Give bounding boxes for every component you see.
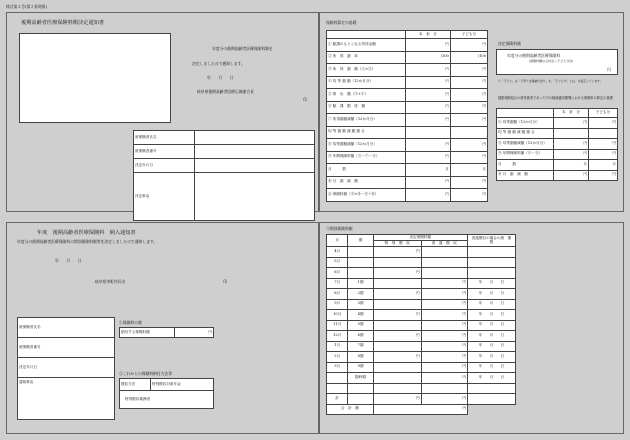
special-amount[interactable]	[373, 299, 421, 310]
value-child[interactable]: 円	[450, 139, 487, 152]
col-deadline: 普通徴収の場合の納 期 限	[467, 235, 515, 247]
row-label: 均 等 割 額 減 額 割 合	[327, 126, 406, 139]
col-normal: 普 通 徴 収	[421, 241, 467, 247]
value-child[interactable]: 円	[450, 39, 487, 52]
month-cell: 9月	[327, 299, 348, 310]
month-cell: 7月	[327, 278, 348, 289]
col-amount: 決定保険料額	[373, 235, 467, 241]
decision-line1: 年度分の後期高齢者医療保険料額を	[212, 46, 273, 51]
row-label: ③ 所 得 割 額（①×②）	[327, 64, 406, 77]
deadline-cell[interactable]	[467, 268, 515, 279]
value-child[interactable]: 円	[450, 189, 487, 202]
term-cell	[348, 247, 373, 258]
month-cell: 計	[327, 394, 348, 405]
normal-amount[interactable]: 円	[421, 331, 467, 342]
term-cell: 3期	[348, 299, 373, 310]
normal-amount[interactable]	[421, 247, 467, 258]
table-row	[327, 247, 516, 258]
normal-amount[interactable]: 円	[421, 320, 467, 331]
special-amount[interactable]	[373, 257, 421, 268]
special-amount[interactable]: 円	[373, 268, 421, 279]
table-row	[327, 383, 516, 394]
special-amount[interactable]: 円	[373, 352, 421, 363]
value-child[interactable]	[450, 126, 487, 139]
term-cell: 6期	[348, 331, 373, 342]
term-cell	[348, 394, 373, 405]
payment-date: 年 月 日	[55, 258, 82, 263]
term-cell	[348, 257, 373, 268]
value-child[interactable]: 円	[588, 170, 617, 181]
value-child[interactable]	[588, 128, 617, 139]
form-id: 様式第２号(第２条関係)	[6, 4, 47, 9]
term-cell	[348, 383, 373, 394]
decided-note: ※「子ども」は「子育て支援納付金分」を、「子ども分」とは、を指定しています。	[498, 79, 603, 83]
month-cell: 4月	[327, 247, 348, 258]
periodic-panel	[319, 222, 624, 434]
value-main[interactable]: 円	[554, 170, 589, 181]
table-row	[327, 76, 488, 89]
special-amount[interactable]: 円	[373, 394, 421, 405]
month-cell	[327, 383, 348, 394]
special-amount[interactable]	[373, 383, 421, 394]
deadline-cell[interactable]: 年 月 日	[467, 331, 515, 342]
deadline-cell[interactable]: 年 月 日	[467, 352, 515, 363]
month-cell	[327, 373, 348, 384]
table-row	[327, 139, 488, 152]
field-value[interactable]	[195, 145, 315, 159]
value-main[interactable]: 円	[406, 76, 451, 89]
special-amount[interactable]	[373, 320, 421, 331]
value-child[interactable]: 円	[588, 118, 617, 129]
special-amount[interactable]	[373, 362, 421, 373]
table-row	[327, 189, 488, 202]
row-label: 均 等 割 額 減 額 割 合	[497, 128, 554, 139]
row-label: ④ 均等割額（12か月分）	[497, 118, 554, 129]
value-main[interactable]: 円	[554, 139, 589, 150]
special-amount[interactable]: 円	[373, 331, 421, 342]
decision-fields-table	[133, 130, 315, 221]
table-row	[327, 126, 488, 139]
month-cell: 2月	[327, 352, 348, 363]
decision-date: 年 月 日	[207, 75, 234, 80]
row-label: ⑨ 年間保険料額（④－⑧）	[497, 149, 554, 160]
decision-notice-panel	[6, 12, 319, 212]
deadline-cell[interactable]	[467, 257, 515, 268]
normal-amount[interactable]: 円	[421, 289, 467, 300]
table-row	[497, 139, 618, 150]
address-window	[19, 33, 171, 123]
row-label: ⑦ 所得割額減額（12か月分）	[327, 114, 406, 127]
table-row	[497, 160, 618, 171]
row-label: ⑧ 均等割額減額（12か月分）	[327, 139, 406, 152]
term-cell: 7期	[348, 341, 373, 352]
normal-amount[interactable]: 円	[421, 310, 467, 321]
normal-amount[interactable]: 円	[421, 373, 467, 384]
decision-line2: 決定しましたので通知します。	[192, 61, 245, 66]
normal-amount[interactable]: 円	[421, 352, 467, 363]
row-label: ④ 均 等 割 額（12か月分）	[327, 76, 406, 89]
total-row	[327, 404, 516, 415]
sec1-unit: 円	[175, 328, 214, 338]
decided-unit: 円	[607, 67, 611, 72]
value-main[interactable]: 円	[406, 151, 451, 164]
field-label: 決定事由	[134, 173, 195, 221]
col-main: 本 来 分	[554, 109, 589, 118]
table-row	[497, 149, 618, 160]
month-cell: 3月	[327, 362, 348, 373]
row-label: ⑧ 均等割額減額（12か月分）	[497, 139, 554, 150]
col-month: 月	[327, 235, 348, 247]
special-amount[interactable]: 円	[373, 247, 421, 258]
month-cell: 5月	[327, 257, 348, 268]
sec2-label: 特別徴収義務者	[120, 391, 214, 409]
normal-amount[interactable]: 円	[421, 362, 467, 373]
field-label: 被保険者番号	[134, 145, 195, 159]
decided-header: 決定保険料額	[498, 41, 521, 46]
field-label: 決定年月日	[18, 358, 115, 378]
value-main[interactable]: 円	[406, 114, 451, 127]
table-row	[327, 394, 516, 405]
table-row	[327, 310, 516, 321]
payment-seal: 印	[223, 279, 227, 284]
payment-fields-table	[17, 317, 115, 420]
row-label: 月 数	[327, 164, 406, 177]
deadline-cell[interactable]	[467, 383, 515, 394]
table-row	[327, 257, 516, 268]
month-cell: 6月	[327, 268, 348, 279]
row-label: ⑪ 保険料額（⑨×⑩－⑨÷⑩）	[327, 189, 406, 202]
total-blank	[467, 404, 515, 415]
decided-sub: (保険料額の合計⑪＋子ども分⑪)	[529, 59, 574, 63]
row-label: ⑤ 算 出 額（③+④）	[327, 89, 406, 102]
value-child[interactable]: /100	[450, 51, 487, 64]
special-amount[interactable]	[373, 341, 421, 352]
field-value[interactable]	[195, 131, 315, 145]
value-main[interactable]	[406, 126, 451, 139]
sec1-label: 納付する保険料額	[120, 328, 175, 338]
table-row	[497, 118, 618, 129]
deadline-cell[interactable]: 年 月 日	[467, 373, 515, 384]
table-row	[327, 373, 516, 384]
value-child[interactable]: 円	[450, 101, 487, 114]
term-cell: 8期	[348, 352, 373, 363]
sec1-table	[119, 327, 214, 338]
table-row	[327, 268, 516, 279]
special-amount[interactable]	[373, 278, 421, 289]
table-row	[327, 164, 488, 177]
month-cell: 11月	[327, 320, 348, 331]
field-label: 被保険者氏名	[18, 318, 115, 338]
table-row	[327, 101, 488, 114]
table-row	[327, 299, 516, 310]
value-main[interactable]: /100	[406, 51, 451, 64]
basis-table	[326, 30, 488, 202]
sec1-title: ①保険料の額	[119, 320, 142, 325]
deadline-cell[interactable]: 年 月 日	[467, 341, 515, 352]
row-label: 月 数	[497, 160, 554, 171]
value-main[interactable]: 円	[406, 101, 451, 114]
term-cell	[348, 268, 373, 279]
row-label: ⑨ 年間保険料額（⑤－⑦－⑧）	[327, 151, 406, 164]
table-row	[497, 128, 618, 139]
month-cell: 10月	[327, 310, 348, 321]
deadline-cell[interactable]: 年 月 日	[467, 310, 515, 321]
periodic-table	[326, 234, 516, 415]
value-main[interactable]: 月	[406, 164, 451, 177]
value-main[interactable]: 円	[554, 118, 589, 129]
normal-amount[interactable]	[421, 383, 467, 394]
table-row	[327, 362, 516, 373]
special-amount[interactable]: 円	[373, 289, 421, 300]
value-main[interactable]: 月	[554, 160, 589, 171]
value-child[interactable]: 円	[450, 176, 487, 189]
col-term: 期	[348, 235, 373, 247]
value-child[interactable]: 円	[450, 64, 487, 77]
basis-panel	[319, 12, 624, 212]
table-row	[327, 331, 516, 342]
term-cell: 2期	[348, 289, 373, 300]
periodic-header: ③期別保険料額	[326, 226, 353, 231]
table-row	[327, 151, 488, 164]
table-row	[327, 176, 488, 189]
table-row	[327, 114, 488, 127]
row-label: ⑥ 賦 課 限 度 額	[327, 101, 406, 114]
field-label: 通知事由	[18, 378, 115, 420]
month-cell: 1月	[327, 341, 348, 352]
col-main: 本 来 分	[406, 31, 451, 39]
payment-line1: 年度分の後期高齢者医療保険料の期別保険料額等を決定しましたので通知します。	[17, 239, 158, 244]
value-child[interactable]: 円	[588, 139, 617, 150]
col-special: 特 別 徴 収	[373, 241, 421, 247]
field-label: 被保険者番号	[18, 338, 115, 358]
table-row	[327, 352, 516, 363]
decision-issuer: 岐阜県後期高齢者医療広域連合長	[197, 89, 254, 94]
term-cell: 9期	[348, 362, 373, 373]
sec2-label: 徴収方法	[120, 379, 151, 391]
row-label: ② 所 得 割 率	[327, 51, 406, 64]
value-main[interactable]: 円	[406, 139, 451, 152]
col-child: 子ども分	[588, 109, 617, 118]
payment-notice-title: 年度 後期高齢者医療保険料 納入通知書	[37, 230, 136, 236]
normal-amount[interactable]	[421, 257, 467, 268]
table-row	[497, 170, 618, 181]
field-label: 決定年月日	[134, 159, 195, 173]
value-main[interactable]: 円	[554, 149, 589, 160]
term-cell: 5期	[348, 320, 373, 331]
total-label: 合 計 額	[327, 404, 374, 415]
payment-notice-panel	[6, 222, 319, 434]
month-cell: 12月	[327, 331, 348, 342]
value-child[interactable]: 月	[588, 160, 617, 171]
sec2-table	[119, 378, 214, 409]
table-row	[327, 89, 488, 102]
deadline-cell[interactable]: 年 月 日	[467, 278, 515, 289]
row-label: ⑩ 月 割 減 額	[497, 170, 554, 181]
term-cell: 4期	[348, 310, 373, 321]
normal-amount[interactable]: 円	[421, 278, 467, 289]
decision-notice-title: 後期高齢者医療保険料額決定通知書	[21, 20, 105, 26]
exempt-table	[496, 108, 618, 181]
table-row	[327, 320, 516, 331]
value-child[interactable]: 円	[450, 151, 487, 164]
table-row	[327, 39, 488, 52]
field-label: 被保険者氏名	[134, 131, 195, 145]
row-label: ⑩ 月 割 減 額	[327, 176, 406, 189]
value-child[interactable]: 円	[450, 76, 487, 89]
normal-amount[interactable]	[421, 268, 467, 279]
exempt-header: 健康保険組合の被扶養者であった方の軽減適用期間における保険料の算定の基礎	[498, 96, 613, 100]
deadline-cell[interactable]: 年 月 日	[467, 362, 515, 373]
normal-amount[interactable]: 円	[421, 394, 467, 405]
deadline-cell[interactable]: 年 月 日	[467, 320, 515, 331]
month-cell: 8月	[327, 289, 348, 300]
deadline-cell[interactable]: 年 月 日	[467, 289, 515, 300]
decided-title: 年度分の後期高齢者医療保険料	[507, 53, 561, 58]
total-amount[interactable]: 円	[373, 404, 467, 415]
sec2-title: ②これからの保険料納付方法等	[119, 371, 173, 376]
value-main[interactable]	[554, 128, 589, 139]
table-row	[327, 289, 516, 300]
normal-amount[interactable]: 円	[421, 341, 467, 352]
row-label: ① 賦課のもととなる所得金額	[327, 39, 406, 52]
value-child[interactable]: 月	[450, 164, 487, 177]
value-main[interactable]: 円	[406, 64, 451, 77]
payment-issuer: 岐阜県市町村長名	[95, 279, 126, 284]
decision-seal: 印	[303, 97, 307, 102]
deadline-cell[interactable]: 年 月 日	[467, 299, 515, 310]
term-cell: 1期	[348, 278, 373, 289]
table-row	[327, 341, 516, 352]
value-main[interactable]: 円	[406, 89, 451, 102]
deadline-cell[interactable]	[467, 247, 515, 258]
value-child[interactable]: 円	[450, 89, 487, 102]
value-child[interactable]: 円	[450, 114, 487, 127]
term-cell: 随時期	[348, 373, 373, 384]
deadline-cell[interactable]	[467, 394, 515, 405]
field-value[interactable]	[195, 159, 315, 173]
basis-header: 保険料算定の基礎	[326, 20, 357, 25]
value-main[interactable]: 円	[406, 176, 451, 189]
normal-amount[interactable]: 円	[421, 299, 467, 310]
special-amount[interactable]: 円	[373, 310, 421, 321]
value-main[interactable]: 円	[406, 189, 451, 202]
table-row	[327, 64, 488, 77]
table-row	[327, 278, 516, 289]
table-row	[327, 51, 488, 64]
value-main[interactable]: 円	[406, 39, 451, 52]
field-value[interactable]	[195, 173, 315, 221]
sec2-label: 特別徴収対象年金	[151, 379, 214, 391]
value-child[interactable]: 円	[588, 149, 617, 160]
special-amount[interactable]	[373, 373, 421, 384]
col-child: 子ども分	[450, 31, 487, 39]
decided-box	[496, 49, 618, 75]
